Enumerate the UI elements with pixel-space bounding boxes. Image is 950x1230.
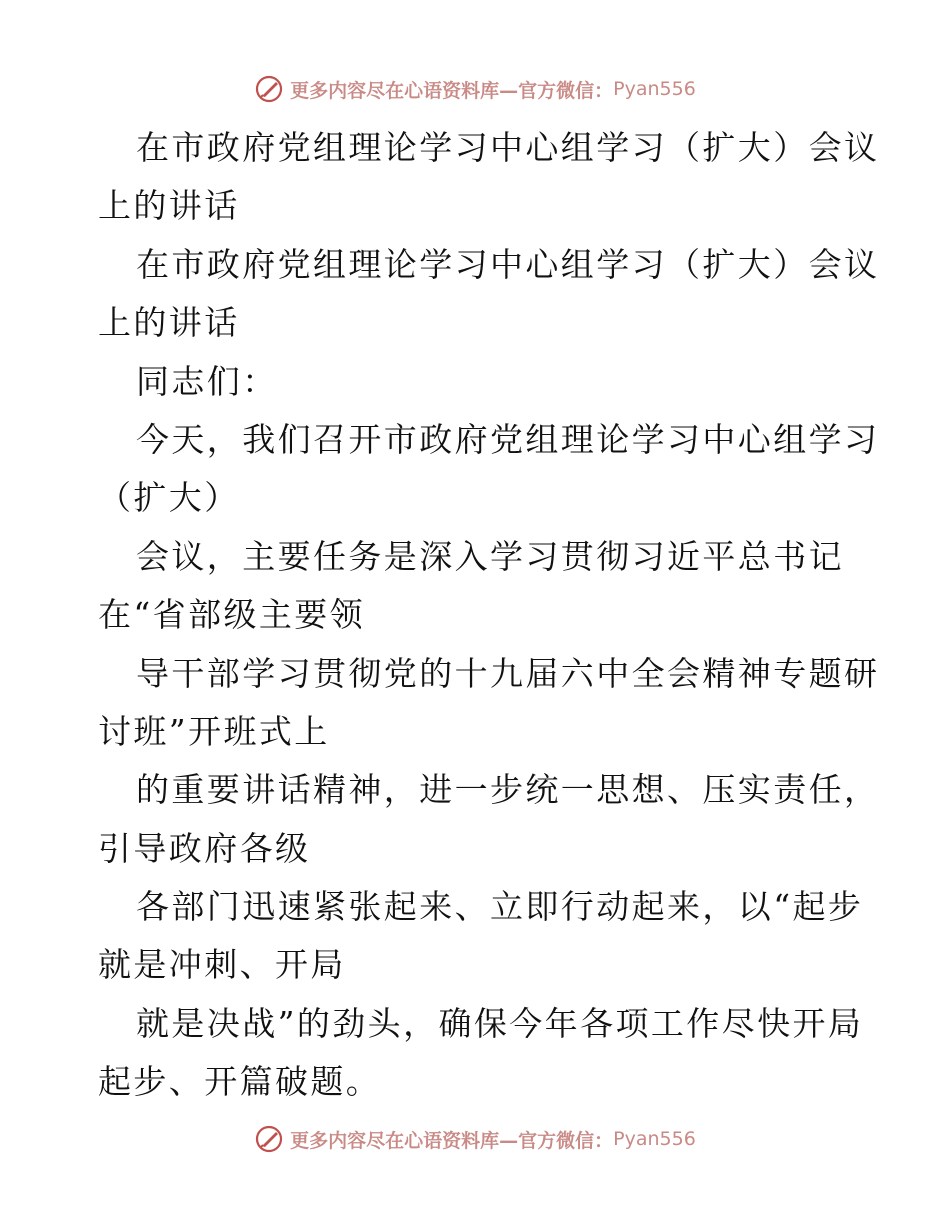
quill-logo-icon: [254, 1124, 284, 1154]
text-line: 在市政府党组理论学习中心组学习（扩大）会议: [136, 244, 880, 284]
text-line: （扩大）: [98, 478, 240, 518]
text-line: 就是决战”的劲头，确保今年各项工作尽快开局: [136, 1003, 864, 1043]
banner-text: 更多内容尽在心语资料库—官方微信：: [290, 79, 614, 102]
text-line: 各部门迅速紧张起来、立即行动起来，以“起步: [136, 887, 864, 927]
text-line: 的重要讲话精神，进一步统一思想、压实责任，: [136, 770, 880, 810]
text-line: 在市政府党组理论学习中心组学习（扩大）会议: [136, 128, 880, 167]
banner-contact: Pyan556: [613, 78, 696, 100]
text-line: 导干部学习贯彻党的十九届六中全会精神专题研: [136, 653, 880, 693]
text-line: 讨班”开班式上: [98, 711, 330, 751]
text-line: 今天，我们召开市政府党组理论学习中心组学习: [136, 419, 880, 459]
text-line: 上的讲话: [98, 186, 240, 226]
document-body: [98, 119, 880, 1112]
text-line: 会议，主要任务是深入学习贯彻习近平总书记: [136, 536, 844, 576]
footer-watermark-banner: [0, 1121, 950, 1157]
text-line: 就是冲刺、开局: [98, 945, 346, 985]
banner-text: 更多内容尽在心语资料库—官方微信：: [290, 1129, 614, 1152]
quill-logo-icon: [254, 74, 284, 104]
header-watermark-banner: [0, 71, 950, 107]
text-line: 上的讲话: [98, 303, 240, 343]
text-line: 在“省部级主要领: [98, 595, 366, 635]
text-line: 同志们：: [136, 361, 278, 401]
text-line: 起步、开篇破题。: [98, 1062, 382, 1102]
banner-contact: Pyan556: [613, 1128, 696, 1150]
text-line: 引导政府各级: [98, 828, 311, 868]
